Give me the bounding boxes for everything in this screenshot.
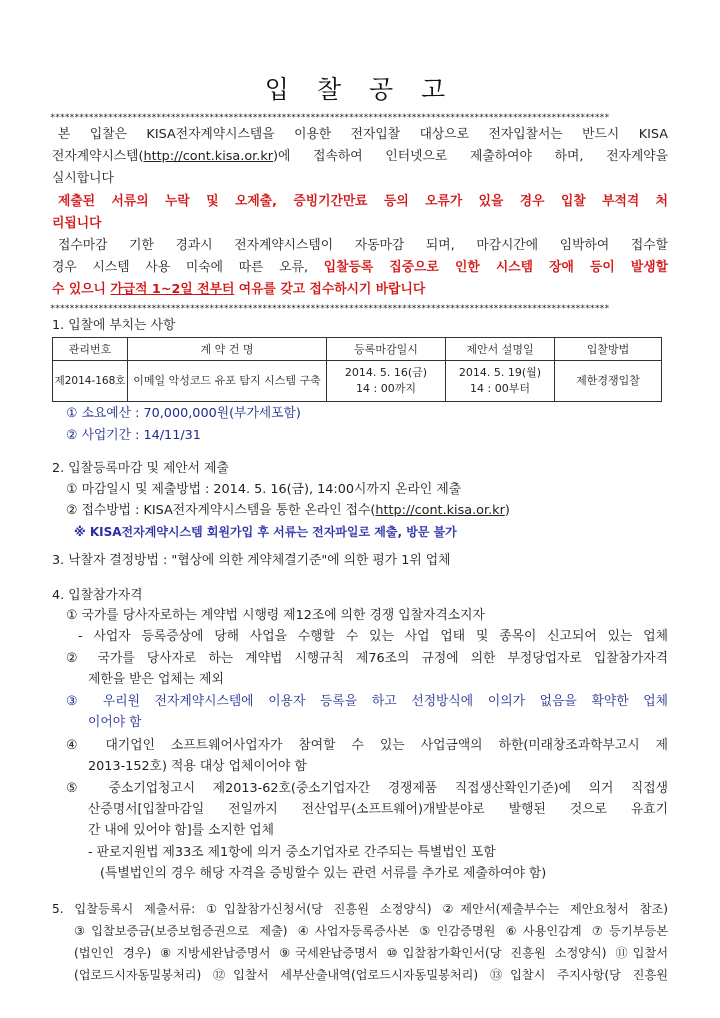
briefing-day: 2014. 5. 19(월) <box>458 366 542 379</box>
budget-text: 소요예산 : 70,000,000원(부가세포함) <box>81 406 301 421</box>
table-header-row <box>53 338 662 361</box>
item-marker: ② <box>66 503 78 518</box>
qualification-4-line-2: 2013-152호) 적용 대상 업체이어야 함 <box>88 759 307 774</box>
table-header-cell: 계 약 건 명 <box>128 338 327 361</box>
item-marker: ② <box>66 428 78 443</box>
notice-line-2 <box>52 148 668 166</box>
divider-bottom: ******************************************************************************************************************** <box>50 304 609 314</box>
section-5-line-1: 5. 입찰등록시 제출서류: ①입찰참가신청서(당 진흥원 소정양식) ②제안서(제출부수는 제안요청서 참조) <box>52 902 668 916</box>
notice-text: 여유를 갖고 접수하시기 바랍니다 <box>234 282 426 297</box>
notice-warning-text: 입찰등록 집중으로 인한 시스템 장애 등이 발생할 <box>323 260 669 275</box>
notice-text: 경우 시스템 사용 미숙에 따른 오류, <box>52 260 324 275</box>
period-line <box>66 427 201 445</box>
section-3-heading: 3. 낙찰자 결정방법 : "협상에 의한 계약체결기준"에 의한 평가 1위 업체 <box>52 553 451 568</box>
notice-emphasis: 가급적 1~2일 전부터 <box>110 282 235 297</box>
period-text: 사업기간 : 14/11/31 <box>81 428 201 443</box>
table-header-cell: 입찰방법 <box>555 338 662 361</box>
notice-line-7 <box>52 259 668 277</box>
item-text: ) <box>504 503 510 518</box>
registration-deadline <box>327 361 446 402</box>
briefing-time: 14 : 00부터 <box>470 382 530 395</box>
qualification-3-line-2: 이어야 함 <box>88 715 142 730</box>
qualification-1: ① 국가를 당사자로하는 계약법 시행령 제12조에 의한 경쟁 입찰자격소지자 <box>66 608 485 623</box>
notice-line-6: 접수마감 기한 경과시 전자계약시스템이 자동마감 되며, 마감시간에 임박하여 접수할 <box>58 238 668 253</box>
section-1-heading: 1. 입찰에 부치는 사항 <box>52 318 176 333</box>
table-row <box>53 361 662 402</box>
bid-items-table <box>52 337 662 402</box>
notice-text: 전자계약시스템( <box>52 149 144 164</box>
qualification-2-line-1: ② 국가를 당사자로 하는 계약법 시행규칙 제76조의 규정에 의한 부정당업자로 입찰참가자격 <box>66 651 668 666</box>
contract-name: 이메일 악성코드 유포 탐지 시스템 구축 <box>128 361 327 402</box>
notice-line-3: 실시합니다 <box>52 171 114 186</box>
deadline-time: 14 : 00까지 <box>356 382 416 395</box>
notice-warning-line-1: 제출된 서류의 누락 및 오제출, 증빙기간만료 등의 오류가 있을 경우 입찰 부적격 처 <box>58 194 668 209</box>
qualification-2-line-2: 제한을 받은 업체는 제외 <box>88 672 224 687</box>
notice-warning-line-2: 리됩니다 <box>52 216 102 231</box>
item-text: 접수방법 : KISA전자계약시스템을 통한 온라인 접수( <box>81 503 376 518</box>
item-marker: ① <box>66 482 78 497</box>
contract-system-link[interactable]: http://cont.kisa.or.kr <box>375 503 505 518</box>
table-header-cell: 관리번호 <box>53 338 128 361</box>
divider-top: ******************************************************************************************************************** <box>50 113 609 123</box>
section-2-item-2 <box>66 502 510 520</box>
section-5-line-3: (법인인 경우) ⑧지방세완납증명서 ⑨국세완납증명서 ⑩입찰참가확인서(당 진흥원 소정양식) ⑪입찰서 <box>74 946 668 960</box>
budget-line <box>66 405 301 423</box>
page-title: 입 찰 공 고 <box>264 75 456 104</box>
briefing-date <box>446 361 555 402</box>
deadline-date: 2014. 5. 16(금) <box>344 366 428 379</box>
section-5-line-4: (업로드시자동밀봉처리) ⑫입찰서 세부산출내역(업로드시자동밀봉처리) ⑬입찰시 주지사항(당 진흥원 <box>74 968 668 982</box>
contract-system-link[interactable]: http://cont.kisa.or.kr <box>143 149 273 164</box>
notice-text: KISA전자계약시스템을 이용한 전자입찰 대상으로 전자입찰서는 반드시 KISA <box>146 127 668 142</box>
qualification-5-sub-1: - 판로지원법 제33조 제1항에 의거 중소기업자로 간주되는 특별법인 포함 <box>88 845 496 860</box>
notice-text: )에 접속하여 인터넷으로 제출하여야 하며, 전자계약을 <box>273 149 668 164</box>
notice-line-8 <box>52 281 425 299</box>
management-number: 제2014-168호 <box>53 361 128 402</box>
registration-note: ※ KISA전자계약시스템 회원가입 후 서류는 전자파일로 제출, 방문 불가 <box>74 525 457 539</box>
item-text: 마감일시 및 제출방법 : 2014. 5. 16(금), 14:00시까지 온라인 제출 <box>81 482 462 497</box>
item-marker: ① <box>66 406 78 421</box>
qualification-5-line-2: 산증명서[입찰마감일 전일까지 전산업무(소프트웨어)개발분야로 발행된 것으로 유효기 <box>88 802 668 817</box>
qualification-1-sub: - 사업자 등록증상에 당해 사업을 수행할 수 있는 사업 업태 및 종목이 신고되어 있는 업체 <box>78 629 668 644</box>
qualification-5-line-3: 간 내에 있어야 함]를 소지한 업체 <box>88 823 275 838</box>
qualification-5-line-1: ⑤ 중소기업청고시 제2013-62호(중소기업자간 경쟁제품 직접생산확인기준)에 의거 직접생 <box>66 781 668 796</box>
section-4-heading: 4. 입찰참가자격 <box>52 588 143 603</box>
section-2-heading: 2. 입찰등록마감 및 제안서 제출 <box>52 461 229 476</box>
section-2-item-1 <box>66 481 461 499</box>
notice-text: 수 있으니 <box>52 282 111 297</box>
table-header-cell: 등록마감일시 <box>327 338 446 361</box>
bid-method: 제한경쟁입찰 <box>555 361 662 402</box>
table-header-cell: 제안서 설명일 <box>446 338 555 361</box>
qualification-3-line-1: ③ 우리원 전자계약시스템에 이용자 등록을 하고 선정방식에 이의가 없음을 확약한 업체 <box>66 694 668 709</box>
notice-line-1 <box>58 126 668 144</box>
qualification-4-line-1: ④ 대기업인 소프트웨어사업자가 참여할 수 있는 사업금액의 하한(미래창조과학부고시 제 <box>66 738 668 753</box>
notice-text: 본 입찰은 <box>58 127 147 142</box>
section-5-line-2: ③입찰보증금(보증보험증권으로 제출) ④사업자등록증사본 ⑤인감증명원 ⑥사용인감계 ⑦등기부등본 <box>74 924 668 938</box>
qualification-5-sub-2: (특별법인의 경우 해당 자격을 증빙할수 있는 관련 서류를 추가로 제출하여야 함) <box>100 866 547 881</box>
